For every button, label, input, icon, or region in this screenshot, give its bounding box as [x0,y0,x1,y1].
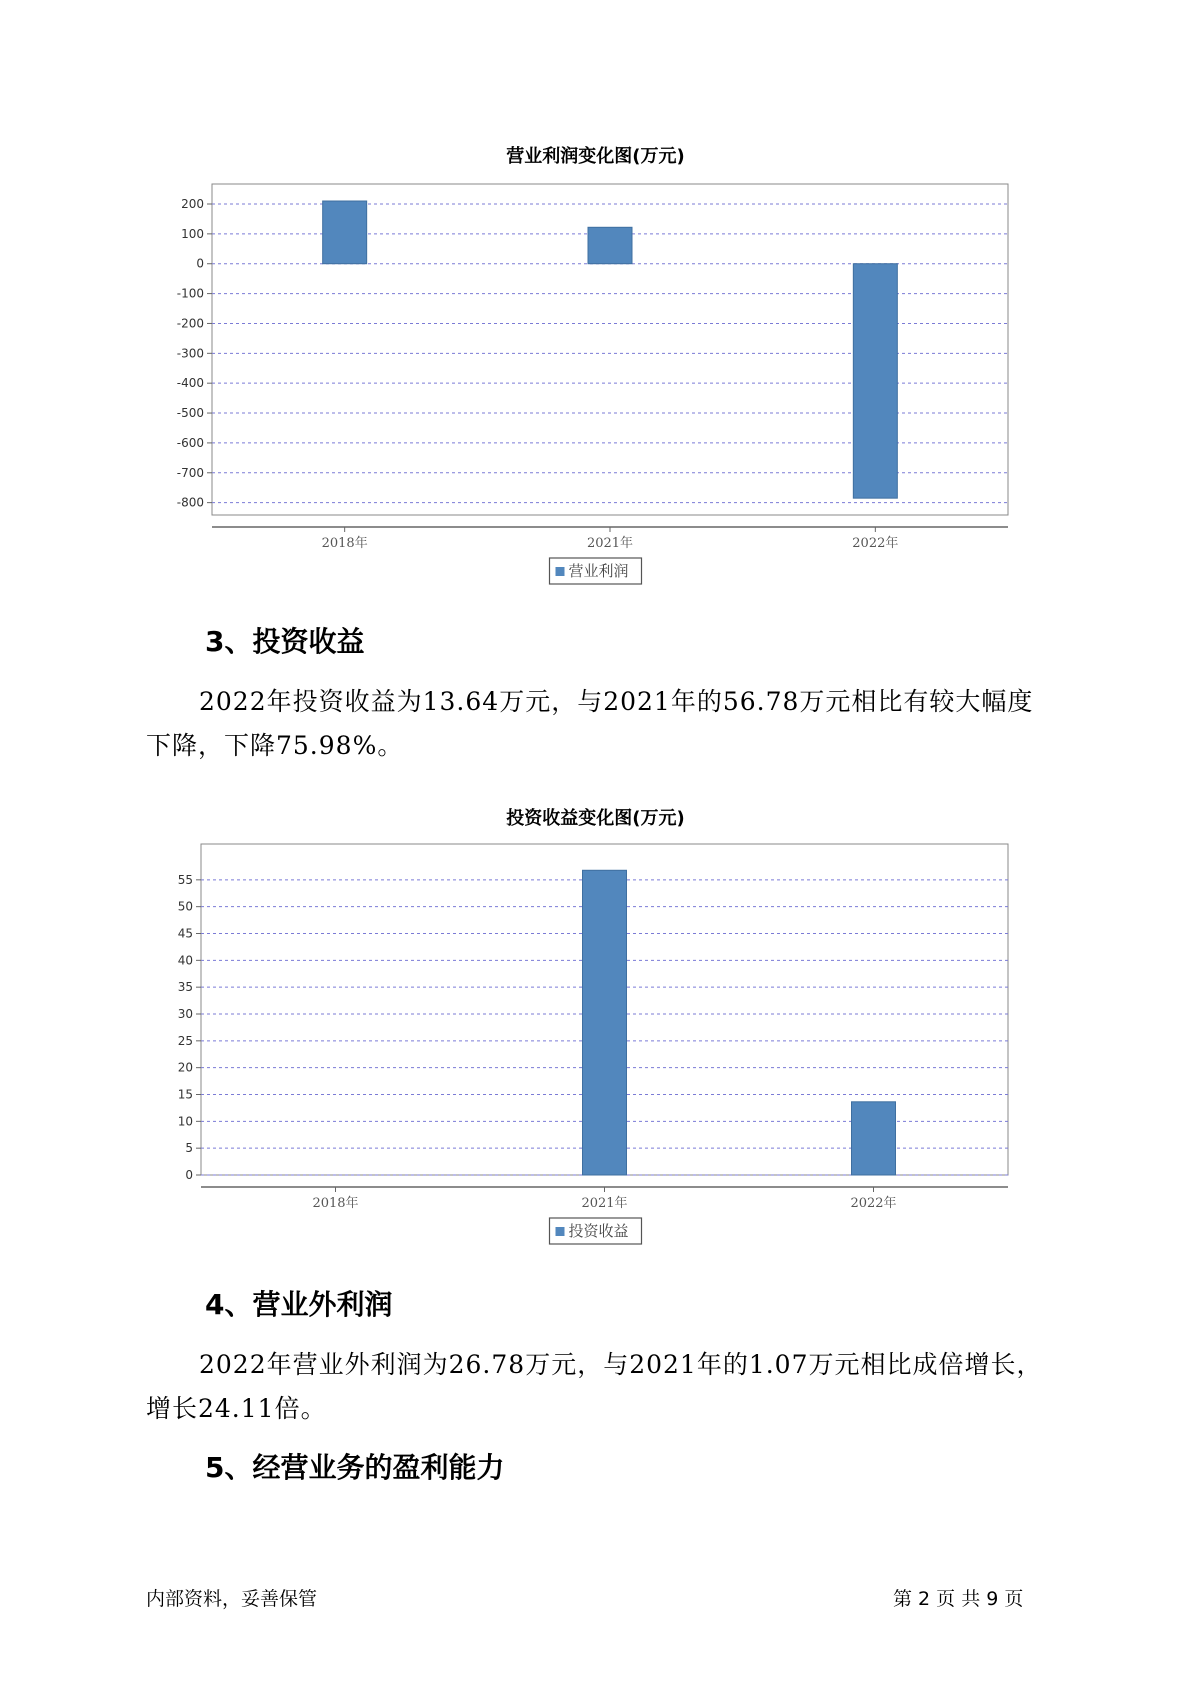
legend [550,1218,642,1244]
section-3-paragraph [146,680,1046,768]
y-tick-label: 5 [185,1141,193,1156]
y-tick-label: 25 [177,1033,193,1048]
y-tick-label: -700 [176,465,204,480]
y-tick-label: 200 [181,197,204,211]
y-tick-label: -400 [176,376,204,391]
section-4-line-2: 增长24.11倍。 [146,1394,327,1423]
y-tick-label: 0 [185,1168,193,1182]
chart1-title: 营业利润变化图(万元) [506,146,685,167]
y-tick-label: 100 [181,226,204,241]
y-tick-label: 0 [196,256,204,271]
x-tick-label: 2022年 [850,1196,897,1211]
y-tick-label: 50 [177,899,193,914]
y-tick-label: 35 [177,980,193,995]
y-tick-label: -200 [176,316,204,331]
y-tick-label: 15 [177,1087,193,1102]
x-tick-label: 2018年 [321,536,368,551]
legend-swatch [556,1227,565,1236]
legend [550,558,642,584]
y-tick-label: -600 [176,435,204,450]
y-tick-label: 20 [177,1060,193,1075]
x-tick-label: 2018年 [312,1196,359,1211]
x-tick-label: 2021年 [581,1196,628,1211]
section-3-heading: 3、投资收益 [205,625,365,658]
section-4-paragraph [146,1343,1046,1431]
section-3-line-2: 下降，下降75.98%。 [146,731,404,760]
y-tick-label: 10 [177,1114,193,1129]
section-3-line-1: 2022年投资收益为13.64万元，与2021年的56.78万元相比有较大幅度 [199,687,1034,716]
y-tick-label: 45 [177,926,193,941]
operating-profit-chart [0,170,1191,590]
y-tick-label: -800 [176,495,204,510]
legend-label: 营业利润 [568,562,629,580]
y-tick-label: 55 [177,872,193,887]
bar-2021年 [588,227,632,263]
y-tick-label: -100 [176,286,204,301]
section-4-line-1: 2022年营业外利润为26.78万元，与2021年的1.07万元相比成倍增长， [199,1350,1043,1379]
bar-2022年 [853,264,897,498]
bar-2018年 [323,201,367,264]
legend-swatch [556,567,565,576]
investment-income-chart [0,836,1191,1256]
bar-2022年 [852,1102,896,1175]
y-tick-label: 30 [177,1007,193,1021]
legend-label: 投资收益 [568,1222,629,1240]
y-tick-label: 40 [177,953,193,968]
section-5-heading: 5、经营业务的盈利能力 [205,1451,505,1484]
x-tick-label: 2022年 [852,536,899,551]
footer-page-number: 第 2 页 共 9 页 [893,1588,1024,1610]
section-4-heading: 4、营业外利润 [205,1288,393,1321]
chart2-title: 投资收益变化图(万元) [506,808,685,829]
bar-2021年 [583,870,627,1175]
y-tick-label: -300 [176,346,204,361]
x-tick-label: 2021年 [586,536,634,551]
y-tick-label: -500 [176,406,204,421]
footer-confidential-note: 内部资料，妥善保管 [146,1588,318,1610]
